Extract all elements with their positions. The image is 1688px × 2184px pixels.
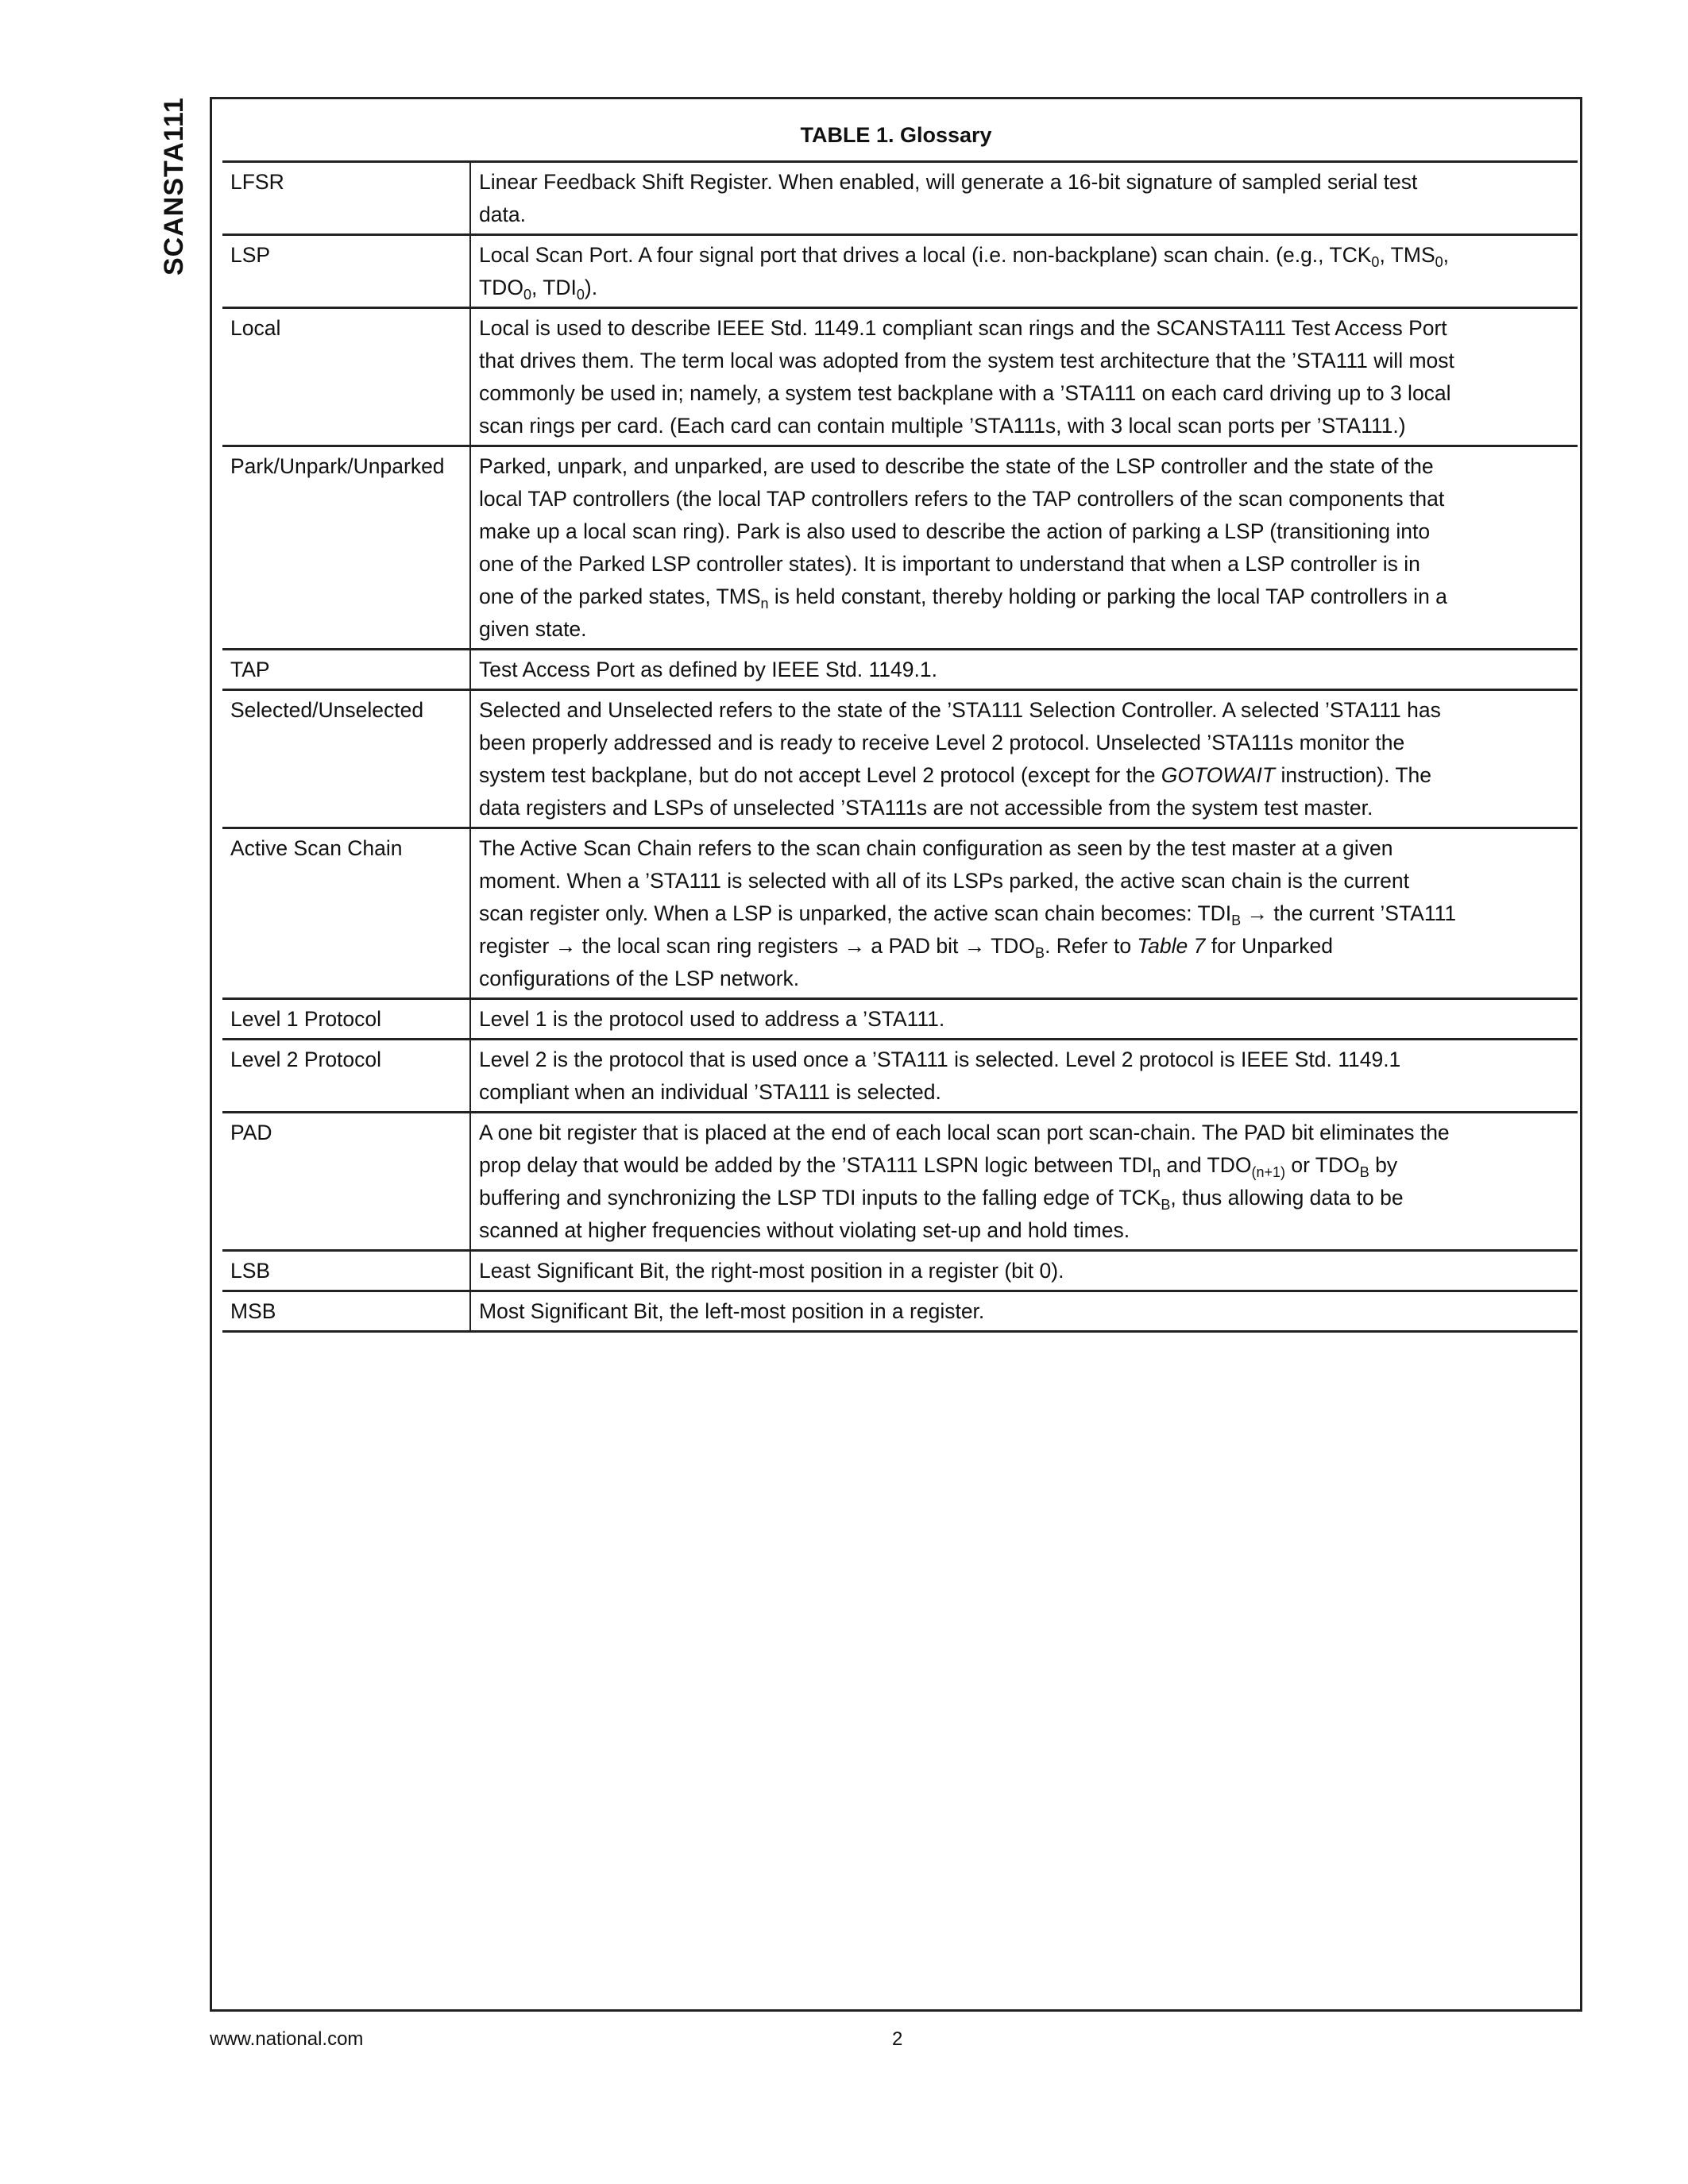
definition-line	[479, 548, 1578, 581]
text-segment: instruction). The	[1275, 763, 1431, 787]
text-segment: one of the parked states, TMS	[479, 585, 761, 608]
text-segment: The Active Scan Chain refers to the scan chain configuration as seen by the test master at a given	[479, 836, 1393, 860]
definition-line	[479, 1149, 1578, 1182]
definition-line	[479, 963, 1578, 995]
glossary-definition	[470, 446, 1578, 650]
table-row	[222, 235, 1578, 308]
glossary-definition	[470, 999, 1578, 1040]
text-segment: moment. When a ’STA111 is selected with all of its LSPs parked, the active scan chain is the current	[479, 869, 1409, 893]
text-segment: Least Significant Bit, the right-most position in a register (bit 0).	[479, 1259, 1064, 1283]
definition-line	[479, 199, 1578, 231]
glossary-definition	[470, 650, 1578, 690]
glossary-term: Park/Unpark/Unparked	[222, 446, 470, 650]
italic-reference: Table 7	[1137, 934, 1206, 958]
glossary-definition	[470, 308, 1578, 446]
text-segment: scan rings per card. (Each card can contain multiple ’STA111s, with 3 local scan ports per ’STA111.)	[479, 414, 1406, 438]
text-segment: make up a local scan ring). Park is also used to describe the action of parking a LSP (transitioning into	[479, 519, 1431, 543]
text-segment: Local Scan Port. A four signal port that drives a local (i.e. non-backplane) scan chain. (e.g., TCK	[479, 243, 1372, 267]
glossary-term: TAP	[222, 650, 470, 690]
text-segment: , thus allowing data to be	[1170, 1186, 1404, 1210]
definition-line	[479, 930, 1578, 963]
text-segment: ,	[1443, 243, 1450, 267]
table-row	[222, 1040, 1578, 1113]
page-frame	[210, 97, 1582, 2012]
glossary-definition	[470, 1113, 1578, 1251]
definition-line	[479, 654, 1578, 686]
definition-line	[479, 1182, 1578, 1214]
glossary-term: Local	[222, 308, 470, 446]
glossary-definition	[470, 1291, 1578, 1332]
definition-line	[479, 727, 1578, 759]
definition-line	[479, 1214, 1578, 1247]
text-segment: data registers and LSPs of unselected ’STA111s are not accessible from the system test master.	[479, 796, 1373, 820]
text-segment: commonly be used in; namely, a system test backplane with a ’STA111 on each card driving up to 3 local	[479, 381, 1451, 405]
text-segment: buffering and synchronizing the LSP TDI inputs to the falling edge of TCK	[479, 1186, 1161, 1210]
text-segment: prop delay that would be added by the ’STA111 LSPN logic between TDI	[479, 1153, 1153, 1177]
subscript: B	[1035, 945, 1045, 961]
glossary-term: Selected/Unselected	[222, 690, 470, 828]
footer-url[interactable]: www.national.com	[210, 2028, 364, 2050]
glossary-definition	[470, 1251, 1578, 1291]
definition-line	[479, 1003, 1578, 1036]
text-segment: Local is used to describe IEEE Std. 1149.1 compliant scan rings and the SCANSTA111 Test Access Port	[479, 316, 1447, 340]
text-segment: local TAP controllers (the local TAP controllers refers to the TAP controllers of the scan components that	[479, 487, 1445, 511]
text-segment: is held constant, thereby holding or parking the local TAP controllers in a	[768, 585, 1447, 608]
definition-line	[479, 581, 1578, 613]
text-segment: scanned at higher frequencies without violating set-up and hold times.	[479, 1218, 1130, 1242]
subscript: 0	[1435, 254, 1443, 270]
text-segment: scan register only. When a LSP is unparked, the active scan chain becomes: TDI	[479, 901, 1232, 925]
definition-line	[479, 832, 1578, 865]
definition-line	[479, 1255, 1578, 1287]
text-segment: A one bit register that is placed at the end of each local scan port scan-chain. The PAD bit eliminates the	[479, 1121, 1450, 1144]
subscript: 0	[576, 287, 585, 303]
text-segment: Linear Feedback Shift Register. When enabled, will generate a 16-bit signature of sampled serial test	[479, 170, 1418, 194]
table-row	[222, 1291, 1578, 1332]
text-segment: Test Access Port as defined by IEEE Std. 1149.1.	[479, 658, 937, 681]
glossary-term: LSP	[222, 235, 470, 308]
subscript: 0	[1371, 254, 1380, 270]
subscript: B	[1231, 913, 1242, 928]
glossary-definition	[470, 235, 1578, 308]
definition-line	[479, 694, 1578, 727]
definition-line	[479, 272, 1578, 304]
page-number: 2	[892, 2028, 903, 2050]
subscript: n	[760, 596, 769, 612]
definition-line	[479, 239, 1578, 272]
definition-line	[479, 792, 1578, 824]
text-segment: one of the Parked LSP controller states). It is important to understand that when a LSP controller is in	[479, 552, 1420, 576]
definition-line	[479, 515, 1578, 548]
text-segment: , TMS	[1379, 243, 1435, 267]
text-segment: Selected and Unselected refers to the state of the ’STA111 Selection Controller. A selected ’STA111 has	[479, 698, 1441, 722]
definition-line	[479, 345, 1578, 377]
definition-line	[479, 759, 1578, 792]
text-segment: compliant when an individual ’STA111 is selected.	[479, 1080, 941, 1104]
glossary-definition	[470, 828, 1578, 999]
subscript: (n+1)	[1251, 1164, 1285, 1180]
side-part-label: SCANSTA111	[159, 97, 189, 276]
glossary-term: Level 1 Protocol	[222, 999, 470, 1040]
table-row	[222, 690, 1578, 828]
subscript: n	[1153, 1164, 1161, 1180]
text-segment: Level 1 is the protocol used to address a ’STA111.	[479, 1007, 945, 1031]
definition-line	[479, 483, 1578, 515]
glossary-table	[222, 160, 1578, 1333]
definition-line	[479, 410, 1578, 442]
definition-line	[479, 450, 1578, 483]
table-row	[222, 1251, 1578, 1291]
definition-line	[479, 613, 1578, 646]
text-segment: → the current ’STA111	[1241, 901, 1457, 925]
table-title: TABLE 1. Glossary	[800, 123, 992, 147]
definition-line	[479, 312, 1578, 345]
glossary-definition	[470, 690, 1578, 828]
text-segment: register → the local scan ring registers → a PAD bit → TDO	[479, 934, 1036, 958]
text-segment: for Unparked	[1205, 934, 1333, 958]
glossary-term: LSB	[222, 1251, 470, 1291]
table-row	[222, 446, 1578, 650]
text-segment: and TDO	[1161, 1153, 1252, 1177]
definition-line	[479, 1076, 1578, 1109]
glossary-term: Active Scan Chain	[222, 828, 470, 999]
glossary-term: Level 2 Protocol	[222, 1040, 470, 1113]
definition-line	[479, 897, 1578, 930]
glossary-term: PAD	[222, 1113, 470, 1251]
text-segment: . Refer to	[1045, 934, 1138, 958]
subscript: 0	[523, 287, 531, 303]
italic-reference: GOTOWAIT	[1161, 763, 1276, 787]
definition-line	[479, 1117, 1578, 1149]
table-row	[222, 650, 1578, 690]
definition-line	[479, 865, 1578, 897]
subscript: B	[1161, 1197, 1171, 1213]
text-segment: by	[1369, 1153, 1398, 1177]
text-segment: configurations of the LSP network.	[479, 967, 800, 990]
table-row	[222, 308, 1578, 446]
table-row	[222, 999, 1578, 1040]
definition-line	[479, 166, 1578, 199]
text-segment: ).	[584, 276, 598, 299]
definition-line	[479, 377, 1578, 410]
definition-line	[479, 1044, 1578, 1076]
text-segment: given state.	[479, 617, 587, 641]
text-segment: been properly addressed and is ready to receive Level 2 protocol. Unselected ’STA111s monitor the	[479, 731, 1405, 754]
glossary-definition	[470, 162, 1578, 235]
text-segment: TDO	[479, 276, 523, 299]
text-segment: that drives them. The term local was adopted from the system test architecture that the ’STA111 will most	[479, 349, 1454, 372]
glossary-term: MSB	[222, 1291, 470, 1332]
definition-line	[479, 1295, 1578, 1328]
table-row	[222, 162, 1578, 235]
text-segment: Parked, unpark, and unparked, are used to describe the state of the LSP controller and the state of the	[479, 454, 1434, 478]
text-segment: or TDO	[1285, 1153, 1360, 1177]
text-segment: system test backplane, but do not accept Level 2 protocol (except for the	[479, 763, 1161, 787]
table-row	[222, 1113, 1578, 1251]
subscript: B	[1359, 1164, 1369, 1180]
glossary-definition	[470, 1040, 1578, 1113]
table-row	[222, 828, 1578, 999]
text-segment: Level 2 is the protocol that is used once a ’STA111 is selected. Level 2 protocol is IEEE Std. 1149.1	[479, 1048, 1401, 1071]
text-segment: Most Significant Bit, the left-most position in a register.	[479, 1299, 985, 1323]
glossary-term: LFSR	[222, 162, 470, 235]
text-segment: , TDI	[531, 276, 577, 299]
text-segment: data.	[479, 203, 526, 226]
